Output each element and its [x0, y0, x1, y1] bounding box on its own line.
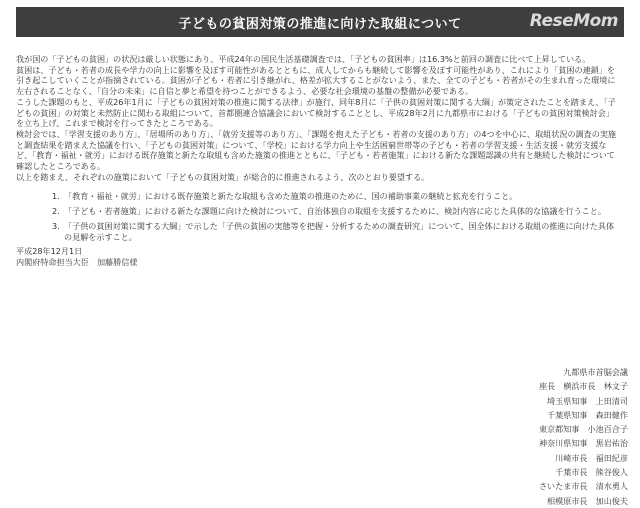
paragraph-study-group: 検討会では、「学習支援のあり方」、「居場所のあり方」、「就労支援等のあり方」、「課題を抱えた子ども・若者の支援のあり方」の4つを中心に、取組状況の調査の実施と調査結果を踏まえた協議を行い、「子どもの貧困対策」について、「学校」における学力向上や生活困窮世帯等の子ども・若者の学習支援・生活支援・就労支援など、「教育・福祉・就労」における既存施策と新たな取組も含めた施策の推進とともに、「子ども・若者施策」における新たな課題認識の共有と継続した検討について確認したところである。 [16, 128, 617, 172]
signer-line: 千葉市長 熊谷俊人 [555, 467, 628, 478]
signer-line: 座長 横浜市長 林文子 [538, 381, 628, 392]
request-item: 2. 「子ども・若者施策」における新たな課題に向けた検討について、自治体独自の取組を支援するために、検討内容に応じた具体的な協議を行うこと。 [52, 206, 606, 217]
paragraph-intro: 我が国の「子どもの貧困」の状況は厳しい状態にあり、平成24年の国民生活基礎調査では、「子どもの貧困率」は16.3%と前回の調査に比べて上昇している。 [16, 54, 591, 64]
document-body [16, 54, 618, 268]
recipient: 内閣府特命担当大臣 加藤勝信様 [16, 256, 138, 267]
signer-line: 九都県市首脳会議 [563, 367, 628, 377]
signer-line: 神奈川県知事 黒岩祐治 [538, 438, 628, 449]
paragraph-request-lead: 以上を踏まえ、それぞれの施策において「子どもの貧困対策」が総合的に推進されるよう、次のとおり要望する。 [16, 171, 430, 182]
signers-block [468, 365, 628, 508]
signer-line: 埼玉県知事 上田清司 [547, 395, 628, 406]
signer-line: 相模原市長 加山俊夫 [547, 495, 628, 506]
signer-line: 川崎市長 福田紀彦 [555, 452, 628, 463]
request-item: 3. 「子供の貧困対策に関する大綱」で示した「子供の貧困の実態等を把握・分析するための調査研究」について、国全体における取組の推進に向けた具体の見解を示すこと。 [52, 220, 615, 242]
document-date: 平成28年12月1日 [16, 246, 83, 257]
request-list [16, 191, 618, 242]
signer-line: 千葉県知事 森田健作 [547, 409, 628, 420]
request-item: 1. 「教育・福祉・就労」における既存施策と新たな取組も含めた施策の推進のために、国の補助事業の継続と拡充を行うこと。 [52, 191, 518, 202]
resemom-logo: ReseMom [529, 11, 618, 31]
signer-line: さいたま市長 清水勇人 [538, 481, 628, 492]
paragraph-background: こうした課題のもと、平成26年1月に「子どもの貧困対策の推進に関する法律」が施行、同年8月に「子供の貧困対策に関する大綱」が策定されたことを踏まえ、「子どもの貧困」の対策と未然防止に関わる取組について、首都圏連合協議会において検討することとし、平成28年2月に九都県市における「子どもの貧困対策検討会」を立ち上げ、これまで検討を行ってきたところである。 [16, 96, 616, 129]
page-title: 子どもの貧困対策の推進に向けた取組について [178, 16, 462, 32]
paragraph-poverty-chain: 貧困は、子ども・若者の成長や学力の向上に影響を及ぼす可能性があるとともに、成人してからも継続して影響を及ぼす可能性があり、これにより「貧困の連鎖」を引き起こしていくことが指摘されている。貧困が子ども・若者に引き継がれ、格差が拡大することがないよう、また、全ての子ども・若者がその生まれ育った環境に左右されることなく、「自分の未来」に自信と夢と希望を持つことができるよう、必要な社会環境の基盤の整備が必要である。 [16, 64, 616, 97]
signer-line: 東京都知事 小池百合子 [538, 424, 628, 435]
